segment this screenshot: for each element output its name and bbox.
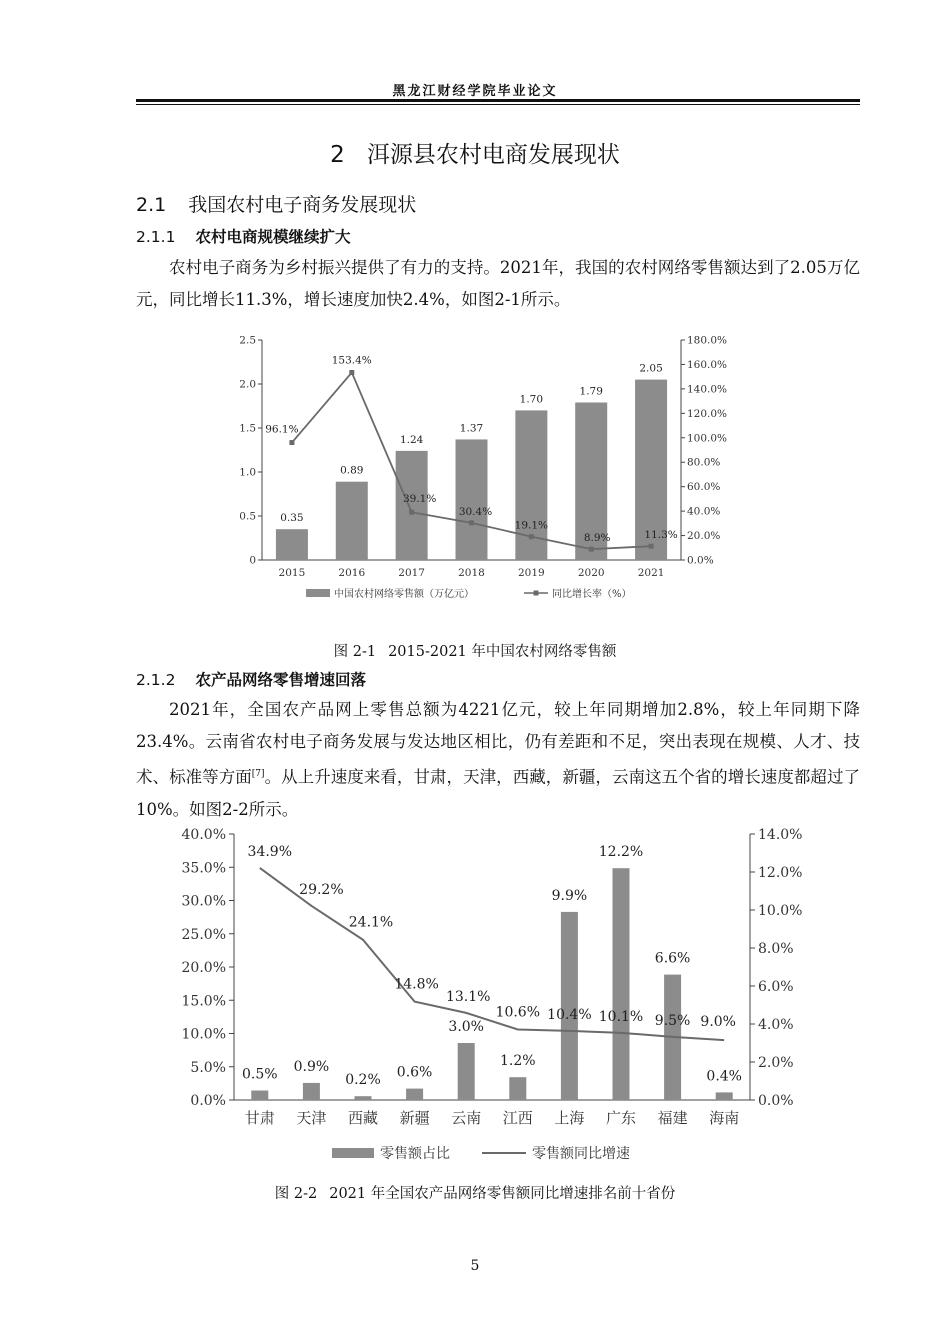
chart1-y2-tick-label: 40.0% — [687, 505, 721, 518]
chart2-line-label: 13.1% — [445, 988, 491, 1005]
chart2-bar-label: 0.2% — [345, 1072, 381, 1089]
chart1-x-tick-label: 2018 — [458, 567, 485, 579]
chart1-line-label: 153.4% — [331, 354, 372, 367]
chart2-bar-label: 0.5% — [242, 1066, 278, 1083]
chart1-bar — [336, 482, 368, 560]
chart-rural-online-retail — [230, 328, 750, 608]
chart1-y2-ticks — [681, 335, 727, 567]
chart2-line-label: 24.1% — [348, 914, 394, 931]
chart2-legend — [332, 1145, 630, 1162]
chart2-y2-tick-label: 10.0% — [758, 903, 803, 919]
chart2-bar-label: 0.9% — [293, 1058, 330, 1075]
chart2-y-tick-label: 30.0% — [181, 893, 226, 910]
chart2-bar — [303, 1083, 320, 1100]
chart2-y-tick-label: 25.0% — [181, 926, 226, 943]
chart1-x-tick-label: 2021 — [637, 567, 665, 579]
chart1-x-ticks — [279, 567, 665, 579]
chart2-x-tick-label: 云南 — [451, 1109, 482, 1127]
chart2-bar-label: 0.4% — [706, 1068, 742, 1085]
chart2-y-tick-label: 5.0% — [190, 1059, 226, 1076]
chart1-y-tick-label: 2.5 — [239, 334, 256, 347]
chart1-legend-line-marker — [534, 591, 539, 596]
chart2-bar — [613, 868, 630, 1100]
chart1-x-tick-label: 2020 — [577, 567, 605, 579]
chart1-line-marker — [349, 370, 354, 375]
chart2-x-ticks — [245, 1109, 739, 1127]
header-rule-thick — [136, 99, 860, 102]
chart2-legend-bar-swatch — [332, 1148, 374, 1158]
chart1-legend-bar-label: 中国农村网络零售额（万亿元） — [334, 589, 474, 600]
chart1-bar-label: 0.89 — [340, 464, 364, 477]
chart1-legend-line-label: 同比增长率（%） — [552, 589, 632, 600]
chart2-y-tick-label: 20.0% — [181, 960, 226, 976]
chart2-bar-label: 3.0% — [448, 1019, 484, 1035]
chart2-legend-line-label: 零售额同比增速 — [532, 1146, 630, 1162]
section-number: 2.1 — [136, 194, 167, 216]
chart2-x-tick-label: 甘肃 — [244, 1109, 275, 1127]
paragraph-2-text-b: 。从上升速度来看，甘肃，天津，西藏，新疆，云南这五个省的增长速度都超过了10%。如图2-2所示。 — [136, 767, 861, 819]
chart2-y2-tick-label: 4.0% — [758, 1017, 794, 1033]
chart1-x-tick-label: 2019 — [517, 567, 545, 579]
subsection-title-2: 农产品网络零售增速回落 — [195, 671, 366, 689]
chart1-y2-tick-label: 0.0% — [687, 554, 714, 567]
chart1-y2-tick-label: 20.0% — [687, 530, 721, 543]
chart2-bar-label: 9.9% — [551, 887, 588, 904]
chart1-line-label: 19.1% — [514, 519, 549, 532]
chart2-bar — [406, 1089, 423, 1100]
chart1-y2-tick-label: 140.0% — [687, 383, 728, 396]
chapter-heading — [0, 136, 950, 169]
chart2-y2-tick-label: 14.0% — [758, 827, 803, 843]
chapter-title: 洱源县农村电商发展现状 — [366, 142, 620, 168]
chart1-y-ticks — [239, 335, 262, 567]
chart1-line-label: 8.9% — [583, 532, 611, 545]
chart2-bar — [355, 1096, 372, 1100]
chart2-bar-label: 0.6% — [396, 1064, 433, 1081]
chart2-x-tick-label: 上海 — [554, 1109, 585, 1127]
chart2-line-label: 9.0% — [700, 1014, 736, 1031]
section-title: 我国农村电子商务发展现状 — [188, 194, 417, 216]
chart2-line-label: 9.5% — [654, 1012, 691, 1029]
header-rule-thin — [136, 104, 860, 105]
chart1-x-tick-label: 2015 — [278, 567, 306, 579]
chart2-y-tick-label: 40.0% — [181, 827, 226, 843]
chart2-line-label: 10.1% — [598, 1008, 644, 1025]
running-header: 黑龙江财经学院毕业论文 — [392, 84, 558, 99]
subsection-number-1: 2.1.1 — [136, 228, 176, 246]
chart1-y-tick-label: 2.0 — [239, 378, 256, 391]
chart2-line-label: 10.4% — [547, 1006, 592, 1023]
subsection-number-2: 2.1.2 — [136, 671, 176, 689]
figure2-caption-text: 2021 年全国农产品网络零售额同比增速排名前十省份 — [329, 1186, 676, 1202]
chart2-y2-tick-label: 12.0% — [758, 865, 803, 881]
chart1-y2-tick-label: 120.0% — [687, 407, 728, 420]
chart2-x-tick-label: 江西 — [502, 1109, 533, 1127]
chart2-y-tick-label: 0.0% — [190, 1093, 226, 1109]
chart1-line-label: 39.1% — [402, 493, 437, 506]
chart1-bar — [276, 529, 308, 560]
chart1-y-tick-label: 0 — [249, 554, 256, 567]
chart1-y-tick-label: 0.5 — [239, 510, 256, 523]
chart1-line-label: 11.3% — [644, 529, 678, 542]
chart2-bar — [509, 1077, 526, 1100]
chart2-bar — [458, 1043, 475, 1100]
chart2-y2-tick-label: 8.0% — [758, 941, 794, 957]
chart2-bar-label: 6.6% — [654, 950, 691, 967]
chart-top10-provinces — [176, 820, 816, 1170]
chart2-x-tick-label: 西藏 — [347, 1109, 379, 1127]
paragraph-1: 农村电子商务为乡村振兴提供了有力的支持。2021年，我国的农村网络零售额达到了2.05万亿元，同比增长11.3%，增长速度加快2.4%，如图2-1所示。 — [136, 258, 860, 309]
section-heading — [136, 190, 416, 217]
chart2-y-tick-label: 15.0% — [181, 993, 226, 1010]
chart2-y2-tick-label: 0.0% — [758, 1093, 794, 1109]
chart2-line-labels — [248, 844, 736, 1030]
chart1-line-marker — [649, 544, 654, 549]
chart1-line-marker — [289, 440, 294, 445]
chart1-line-marker — [589, 547, 594, 552]
chart2-y2-tick-label: 2.0% — [758, 1055, 794, 1071]
chart2-x-tick-label: 福建 — [657, 1109, 688, 1127]
chart1-bar — [396, 451, 428, 560]
chart1-x-tick-label: 2016 — [338, 567, 366, 579]
subsection-heading-1 — [136, 225, 350, 247]
chart1-y2-tick-label: 60.0% — [687, 481, 721, 494]
figure2-caption — [0, 1182, 950, 1203]
chart2-y-ticks — [182, 827, 234, 1109]
chart1-line-label: 96.1% — [265, 423, 299, 436]
chart2-y-tick-label: 35.0% — [181, 860, 226, 877]
chart2-x-tick-label: 广东 — [605, 1109, 637, 1127]
chart1-y2-tick-label: 160.0% — [687, 358, 728, 371]
chart2-bar-label: 1.2% — [500, 1053, 536, 1070]
figure1-caption-text: 2015-2021 年中国农村网络零售额 — [388, 644, 617, 660]
chart1-line-label: 30.4% — [458, 505, 493, 518]
chart2-x-tick-label: 新疆 — [399, 1109, 430, 1127]
chart1-line-marker — [409, 510, 414, 515]
chart1-legend — [306, 587, 632, 600]
chart1-legend-bar-swatch — [306, 589, 330, 597]
chart1-bar-label: 1.70 — [519, 393, 544, 406]
chart2-bar — [716, 1092, 733, 1100]
chart1-y2-tick-label: 80.0% — [687, 456, 721, 469]
chart2-y-tick-label: 10.0% — [181, 1026, 226, 1043]
chart2-x-tick-label: 天津 — [296, 1109, 327, 1127]
chart2-y2-tick-label: 6.0% — [758, 979, 794, 995]
figure1-number: 图 2-1 — [333, 644, 377, 660]
chart2-line-label: 10.6% — [495, 1004, 541, 1021]
chart1-y2-tick-label: 100.0% — [687, 432, 728, 445]
subsection-title-1: 农村电商规模继续扩大 — [195, 228, 351, 246]
chart1-bar-label: 1.24 — [399, 433, 424, 446]
citation-7[interactable]: [7] — [251, 769, 265, 779]
chart2-line-label: 29.2% — [299, 881, 344, 898]
paragraph-2-text-a: 2021年，全国农产品网上零售总额为4221亿元，较上年同期增加2.8%，较上年同期下降23.4%。云南省农村电子商务发展与发达地区相比，仍有差距和不足，突出表现在规模、人才、技术、标准等方面 — [136, 700, 860, 787]
chart2-bar-label: 12.2% — [598, 844, 644, 861]
chart1-y-tick-label: 1.0 — [239, 466, 256, 479]
chart2-legend-bar-label: 零售额占比 — [380, 1146, 450, 1162]
chart1-x-tick-label: 2017 — [398, 567, 426, 579]
figure1-caption — [0, 640, 950, 661]
chapter-number: 2 — [330, 142, 345, 168]
chart2-line-label: 34.9% — [247, 843, 293, 860]
page-number: 5 — [470, 1258, 480, 1274]
chart1-bar-label: 1.37 — [459, 422, 484, 435]
chart1-line-marker — [529, 534, 534, 539]
chart1-bar-label: 1.79 — [579, 385, 603, 398]
figure2-number: 图 2-2 — [274, 1186, 318, 1202]
chart1-bar — [456, 439, 488, 560]
chart1-line-marker — [469, 520, 474, 525]
chart1-y-tick-label: 1.5 — [239, 422, 256, 435]
chart2-x-tick-label: 海南 — [709, 1109, 740, 1127]
subsection-heading-2 — [136, 668, 366, 690]
paragraph-2 — [136, 694, 860, 826]
chart2-line-label: 14.8% — [394, 976, 439, 993]
chart2-bar — [251, 1091, 268, 1101]
chart2-y2-ticks — [750, 827, 802, 1109]
chart1-bar-label: 0.35 — [280, 512, 304, 525]
chart1-bar-label: 2.05 — [639, 362, 663, 375]
chart1-y2-tick-label: 180.0% — [687, 334, 728, 347]
